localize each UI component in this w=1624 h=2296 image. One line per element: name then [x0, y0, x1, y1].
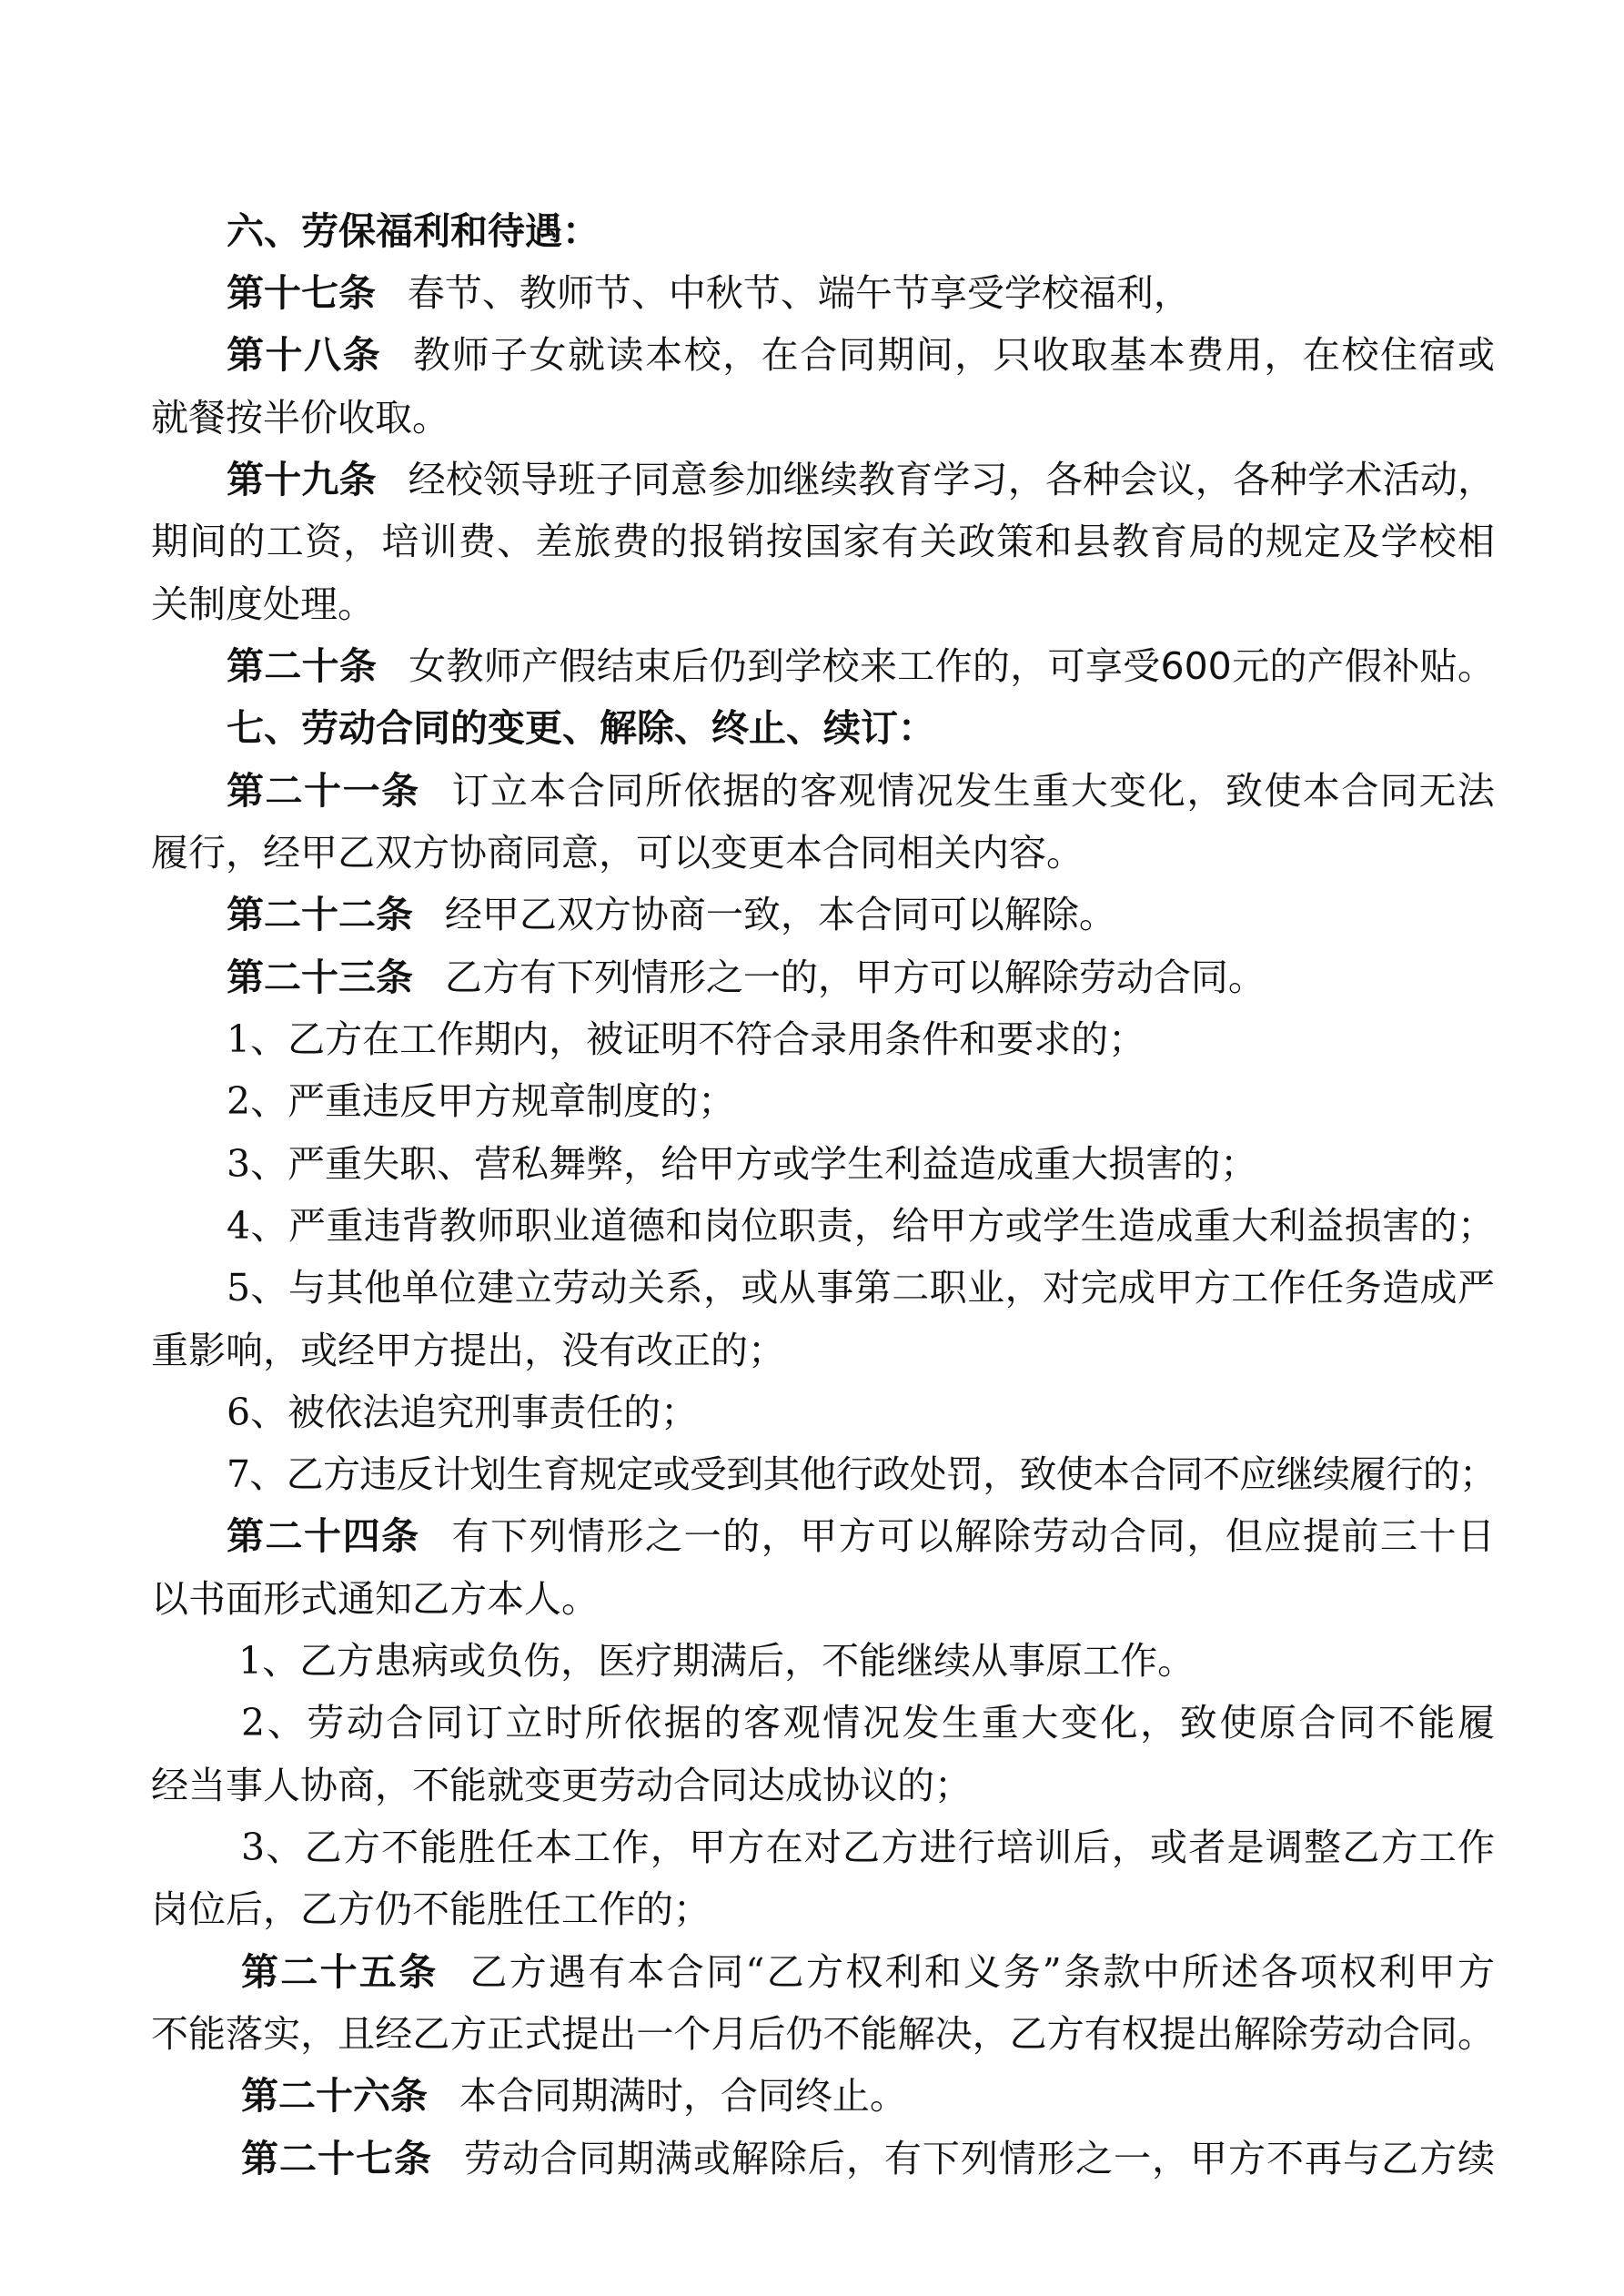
article-number: 第二十六条 — [241, 2074, 428, 2118]
list-item — [227, 1008, 1495, 1070]
list-text: 4、严重违背教师职业道德和岗位职责，给甲方或学生造成重大利益损害的； — [227, 1204, 1495, 1248]
article-text: 订立本合同所依据的客观情况发生重大变化，致使本合同无法 — [451, 769, 1495, 813]
article-27 — [241, 2128, 1495, 2190]
list-text: 重影响，或经甲方提出，没有改正的； — [151, 1329, 785, 1372]
heading-text: 七、劳动合同的变更、解除、终止、续订： — [227, 706, 935, 750]
article-24 — [227, 1505, 1495, 1567]
article-text: 本合同期满时，合同终止。 — [459, 2074, 907, 2118]
article-number: 第二十三条 — [227, 956, 413, 999]
article-text: 就餐按半价收取。 — [151, 396, 449, 440]
text-line — [151, 1568, 1495, 1630]
list-text: 3、严重失职、营私舞弊，给甲方或学生利益造成重大损害的； — [227, 1142, 1258, 1186]
text-line — [151, 573, 1495, 635]
article-number: 第二十二条 — [227, 893, 413, 936]
article-number: 第二十条 — [227, 644, 378, 688]
article-text: 教师子女就读本校，在合同期间，只收取基本费用，在校住宿或 — [412, 333, 1495, 377]
list-item — [227, 1381, 1495, 1443]
list-text: 2、严重违反甲方规章制度的； — [227, 1079, 736, 1123]
list-item — [227, 1257, 1495, 1319]
article-number: 第二十一条 — [227, 769, 420, 813]
list-text: 经当事人协商，不能就变更劳动合同达成协议的； — [151, 1764, 972, 1807]
text-line — [151, 822, 1495, 884]
list-text: 2、劳动合同订立时所依据的客观情况发生重大变化，致使原合同不能履 — [241, 1701, 1495, 1745]
article-number: 第二十七条 — [241, 2137, 433, 2180]
article-text: 女教师产假结束后仍到学校来工作的，可享受600元的产假补贴。 — [409, 644, 1495, 688]
text-line — [151, 1878, 1495, 1940]
article-text: 劳动合同期满或解除后，有下列情形之一，甲方不再与乙方续 — [463, 2137, 1495, 2180]
article-text: 履行，经甲乙双方协商同意，可以变更本合同相关内容。 — [151, 831, 1084, 875]
article-18 — [227, 324, 1495, 386]
article-26 — [241, 2065, 1495, 2127]
article-text: 乙方有下列情形之一的，甲方可以解除劳动合同。 — [444, 956, 1266, 999]
article-number: 第十九条 — [227, 458, 377, 501]
list-text: 7、乙方违反计划生育规定或受到其他行政处罚，致使本合同不应继续履行的； — [227, 1452, 1495, 1496]
section-heading-6 — [227, 200, 1495, 262]
article-text: 期间的工资，培训费、差旅费的报销按国家有关政策和县教育局的规定及学校相 — [151, 520, 1495, 563]
text-line — [151, 1320, 1495, 1381]
article-text: 有下列情形之一的，甲方可以解除劳动合同，但应提前三十日 — [451, 1514, 1495, 1558]
list-item — [227, 1070, 1495, 1132]
text-line — [151, 387, 1495, 449]
list-text: 1、乙方在工作期内，被证明不符合录用条件和要求的； — [227, 1017, 1146, 1061]
article-text: 不能落实，且经乙方正式提出一个月后仍不能解决，乙方有权提出解除劳动合同。 — [151, 2012, 1495, 2056]
list-text: 3、乙方不能胜任本工作，甲方在对乙方进行培训后，或者是调整乙方工作 — [241, 1826, 1495, 1869]
article-17 — [227, 262, 1495, 324]
article-19 — [227, 449, 1495, 511]
article-number: 第十八条 — [227, 333, 382, 377]
article-text: 以书面形式通知乙方本人。 — [151, 1577, 599, 1621]
article-number: 第二十四条 — [227, 1514, 420, 1558]
article-text: 春节、教师节、中秋节、端午节享受学校福利， — [407, 271, 1191, 315]
list-text: 1、乙方患病或负伤，医疗期满后，不能继续从事原工作。 — [238, 1639, 1195, 1683]
article-20 — [227, 635, 1495, 697]
list-item — [241, 1816, 1495, 1878]
list-text: 岗位后，乙方仍不能胜任工作的； — [151, 1887, 711, 1931]
list-item — [227, 1195, 1495, 1257]
article-text: 经校领导班子同意参加继续教育学习，各种会议，各种学术活动， — [408, 458, 1495, 501]
article-21 — [227, 760, 1495, 822]
list-item — [227, 1443, 1495, 1505]
article-number: 第二十五条 — [241, 1950, 439, 1994]
list-text: 5、与其他单位建立劳动关系，或从事第二职业，对完成甲方工作任务造成严 — [227, 1266, 1495, 1310]
article-text: 关制度处理。 — [151, 582, 375, 626]
list-item — [241, 1692, 1495, 1754]
heading-text: 六、劳保福利和待遇： — [227, 209, 600, 253]
section-heading-7 — [227, 697, 1495, 759]
article-22 — [227, 884, 1495, 946]
text-line — [151, 1755, 1495, 1816]
list-item — [227, 1133, 1495, 1195]
text-line — [151, 2003, 1495, 2065]
text-line — [151, 511, 1495, 572]
list-text: 6、被依法追究刑事责任的； — [227, 1391, 699, 1434]
list-item — [238, 1630, 1495, 1692]
article-23 — [227, 946, 1495, 1008]
article-25 — [241, 1941, 1495, 2003]
article-text: 乙方遇有本合同“乙方权利和义务”条款中所述各项权利甲方 — [469, 1950, 1495, 1994]
article-number: 第十七条 — [227, 271, 376, 315]
article-text: 经甲乙双方协商一致，本合同可以解除。 — [444, 893, 1116, 936]
